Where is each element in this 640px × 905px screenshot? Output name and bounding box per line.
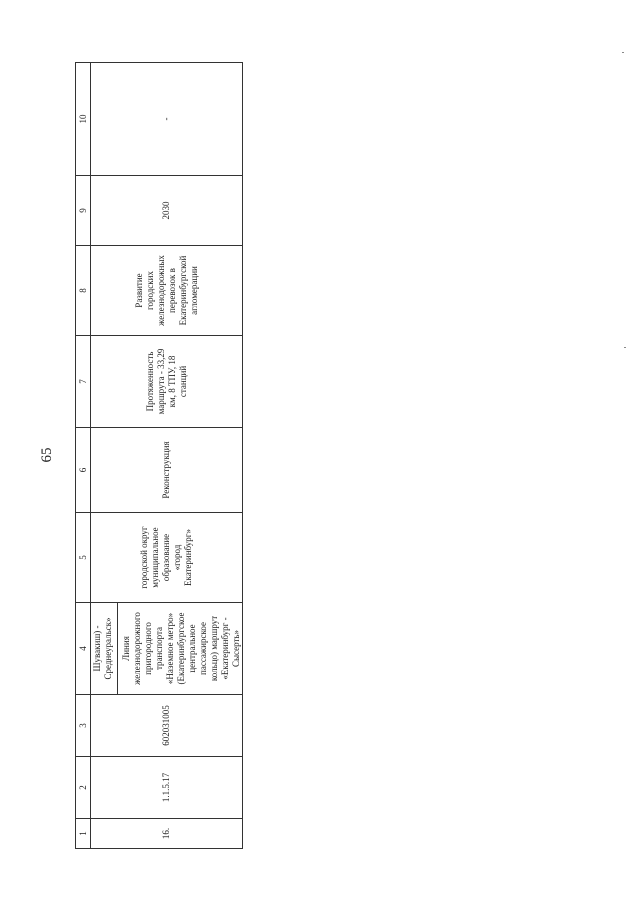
- text-line: Развитие: [133, 273, 144, 308]
- row-purpose-cell: [91, 246, 243, 336]
- column-header: 1: [76, 819, 91, 849]
- text-line: железнодорожного: [132, 612, 142, 685]
- column-number-row: [76, 63, 91, 849]
- name-continuation: [91, 603, 118, 694]
- text-line: маршрута - 33,29: [155, 348, 166, 415]
- column-header: 2: [76, 757, 91, 819]
- text-line: «Екатеринбург -: [220, 617, 230, 680]
- text-line: городской округ: [139, 526, 149, 589]
- text-line: станций: [177, 365, 188, 398]
- row-index-cell: 16.: [91, 819, 243, 849]
- text-line: пассажирское: [198, 622, 208, 675]
- column-header: 8: [76, 246, 91, 336]
- rotated-table-container: [75, 63, 241, 849]
- text-line: перевозок в: [166, 268, 177, 313]
- rotated-table-frame: [75, 63, 241, 849]
- text-line: транспорта: [154, 626, 164, 671]
- page-number: 65: [39, 447, 55, 463]
- text-line: Екатеринбургской: [177, 255, 188, 326]
- data-table: [75, 62, 243, 849]
- text-line: городских: [144, 271, 155, 310]
- column-header: 4: [76, 603, 91, 695]
- text-line: образование: [161, 533, 171, 582]
- column-header: 5: [76, 513, 91, 603]
- text-line: Среднеуральск»: [103, 617, 113, 680]
- text-line: железнодорожных: [155, 255, 166, 326]
- text-line: «Наземное метро»: [165, 612, 175, 685]
- column-header: 7: [76, 336, 91, 428]
- column-header: 3: [76, 695, 91, 757]
- row-work-type-cell: Реконструкция: [91, 428, 243, 513]
- row-parameters-cell: [91, 336, 243, 428]
- column-header: 6: [76, 428, 91, 513]
- row-code-cell: 1.1.5.17: [91, 757, 243, 819]
- table-row: [91, 63, 243, 849]
- row-note-cell: -: [91, 63, 243, 176]
- row-municipality-cell: [91, 513, 243, 603]
- scan-speck: [624, 347, 626, 348]
- text-line: муниципальное: [150, 527, 160, 588]
- text-line: кольцо) маршрут: [209, 615, 219, 682]
- text-line: Шувакиш) -: [92, 625, 102, 672]
- text-line: км, 8 ТПУ, 18: [166, 355, 177, 408]
- row-number-cell: 602031005: [91, 695, 243, 757]
- text-line: (Екатеринбургское: [176, 612, 186, 685]
- scan-speck: [622, 52, 624, 53]
- column-header: 10: [76, 63, 91, 176]
- column-header: 9: [76, 176, 91, 246]
- text-line: центральное: [187, 624, 197, 673]
- row-name-cell: [91, 603, 243, 695]
- text-line: агломерации: [188, 266, 199, 315]
- row-year-cell: 2030: [91, 176, 243, 246]
- text-line: Линия: [121, 636, 131, 661]
- text-line: «город: [172, 544, 182, 571]
- text-line: пригородного: [143, 622, 153, 675]
- text-line: Протяженность: [144, 351, 155, 412]
- text-line: Сысерть»: [231, 629, 241, 668]
- text-line: Екатеринбург»: [183, 529, 193, 586]
